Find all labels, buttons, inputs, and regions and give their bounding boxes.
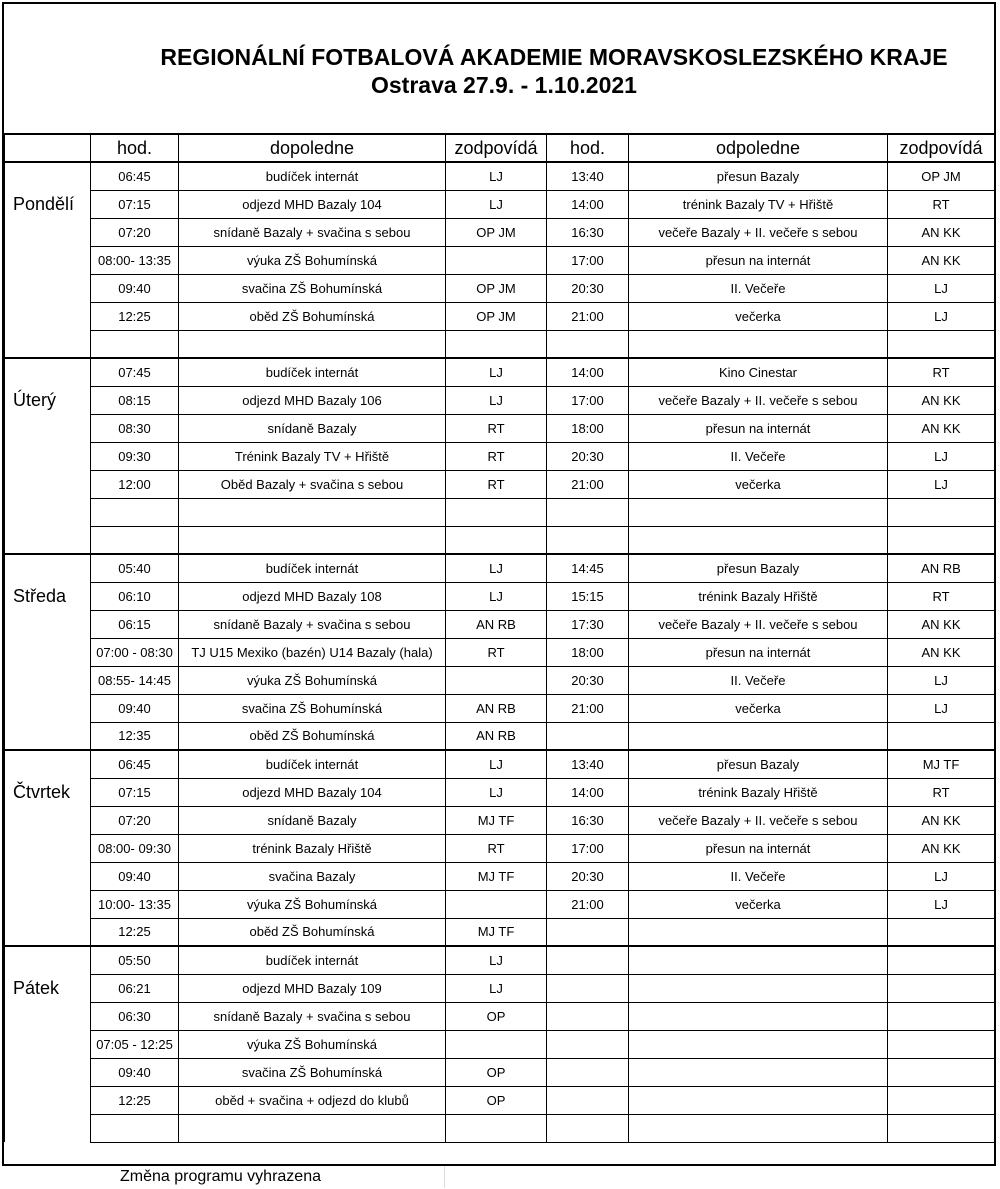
morning-responsible-cell: MJ TF (446, 806, 547, 834)
day-column-cell (5, 246, 91, 274)
day-label: Středa (5, 582, 91, 610)
morning-time-cell: 12:35 (91, 722, 179, 750)
morning-activity-cell: odjezd MHD Bazaly 106 (179, 386, 446, 414)
morning-activity-cell: oběd ZŠ Bohumínská (179, 722, 446, 750)
schedule-row (5, 218, 995, 246)
afternoon-time-cell: 17:00 (547, 246, 629, 274)
day-label: Čtvrtek (5, 778, 91, 806)
afternoon-responsible-cell: LJ (888, 666, 995, 694)
morning-time-cell: 09:40 (91, 274, 179, 302)
morning-responsible-cell: MJ TF (446, 918, 547, 946)
morning-activity-cell: snídaně Bazaly (179, 414, 446, 442)
morning-activity-cell: budíček internát (179, 946, 446, 974)
afternoon-activity-cell (629, 498, 888, 526)
header-cell: hod. (91, 134, 179, 162)
afternoon-time-cell (547, 918, 629, 946)
schedule-body (5, 162, 995, 1142)
morning-time-cell: 07:05 - 12:25 (91, 1030, 179, 1058)
afternoon-time-cell (547, 722, 629, 750)
afternoon-time-cell (547, 1002, 629, 1030)
afternoon-responsible-cell: AN KK (888, 414, 995, 442)
afternoon-activity-cell: přesun Bazaly (629, 750, 888, 778)
schedule-row (5, 442, 995, 470)
afternoon-activity-cell: večeře Bazaly + II. večeře s sebou (629, 806, 888, 834)
schedule-row (5, 470, 995, 498)
day-column-cell (5, 274, 91, 302)
day-column-cell (5, 890, 91, 918)
day-label: Úterý (5, 386, 91, 414)
schedule-row (5, 498, 995, 526)
morning-activity-cell: budíček internát (179, 358, 446, 386)
morning-responsible-cell (446, 890, 547, 918)
day-column-cell (5, 1030, 91, 1058)
afternoon-time-cell (547, 1114, 629, 1142)
header-row (5, 134, 995, 162)
schedule-row (5, 610, 995, 638)
morning-responsible-cell (446, 526, 547, 554)
afternoon-responsible-cell (888, 918, 995, 946)
morning-responsible-cell: LJ (446, 190, 547, 218)
morning-responsible-cell: LJ (446, 750, 547, 778)
afternoon-time-cell: 17:30 (547, 610, 629, 638)
header-cell (5, 134, 91, 162)
afternoon-time-cell: 17:00 (547, 834, 629, 862)
afternoon-responsible-cell: RT (888, 190, 995, 218)
morning-responsible-cell: OP (446, 1086, 547, 1114)
morning-activity-cell: Trénink Bazaly TV + Hřiště (179, 442, 446, 470)
afternoon-time-cell: 13:40 (547, 750, 629, 778)
afternoon-responsible-cell: LJ (888, 302, 995, 330)
morning-time-cell: 08:00- 09:30 (91, 834, 179, 862)
morning-responsible-cell: RT (446, 638, 547, 666)
afternoon-time-cell: 15:15 (547, 582, 629, 610)
afternoon-responsible-cell: OP JM (888, 162, 995, 190)
morning-activity-cell: snídaně Bazaly (179, 806, 446, 834)
morning-time-cell: 12:25 (91, 918, 179, 946)
day-column-cell (5, 302, 91, 330)
schedule-row (5, 862, 995, 890)
morning-activity-cell (179, 526, 446, 554)
afternoon-responsible-cell: AN KK (888, 834, 995, 862)
day-column-cell (5, 330, 91, 358)
page-subtitle: Ostrava 27.9. - 1.10.2021 (371, 72, 637, 98)
afternoon-activity-cell: přesun Bazaly (629, 162, 888, 190)
afternoon-responsible-cell (888, 498, 995, 526)
day-column-cell (5, 834, 91, 862)
afternoon-responsible-cell (888, 1002, 995, 1030)
morning-activity-cell (179, 498, 446, 526)
day-column-cell (5, 526, 91, 554)
afternoon-time-cell: 14:00 (547, 190, 629, 218)
schedule-row (5, 162, 995, 190)
morning-responsible-cell: LJ (446, 386, 547, 414)
morning-time-cell: 06:21 (91, 974, 179, 1002)
morning-responsible-cell: LJ (446, 162, 547, 190)
morning-responsible-cell (446, 498, 547, 526)
morning-activity-cell: výuka ZŠ Bohumínská (179, 890, 446, 918)
day-column-cell (5, 414, 91, 442)
day-column-cell (5, 1002, 91, 1030)
afternoon-activity-cell: večeře Bazaly + II. večeře s sebou (629, 610, 888, 638)
header-cell: zodpovídá (446, 134, 547, 162)
footer-divider (444, 1166, 446, 1188)
morning-time-cell: 07:00 - 08:30 (91, 638, 179, 666)
morning-time-cell: 12:00 (91, 470, 179, 498)
morning-activity-cell: výuka ZŠ Bohumínská (179, 246, 446, 274)
afternoon-responsible-cell: RT (888, 582, 995, 610)
morning-activity-cell (179, 330, 446, 358)
afternoon-activity-cell: večeře Bazaly + II. večeře s sebou (629, 386, 888, 414)
morning-activity-cell: snídaně Bazaly + svačina s sebou (179, 218, 446, 246)
morning-activity-cell: odjezd MHD Bazaly 108 (179, 582, 446, 610)
morning-time-cell: 06:10 (91, 582, 179, 610)
afternoon-time-cell: 14:00 (547, 358, 629, 386)
afternoon-activity-cell (629, 918, 888, 946)
schedule-row (5, 1030, 995, 1058)
morning-responsible-cell: LJ (446, 946, 547, 974)
morning-activity-cell: svačina ZŠ Bohumínská (179, 1058, 446, 1086)
schedule-header (5, 134, 995, 162)
afternoon-time-cell (547, 526, 629, 554)
day-column-cell (5, 918, 91, 946)
afternoon-responsible-cell: AN KK (888, 806, 995, 834)
morning-time-cell: 09:30 (91, 442, 179, 470)
schedule-row (5, 554, 995, 582)
morning-responsible-cell: MJ TF (446, 862, 547, 890)
day-column-cell (5, 610, 91, 638)
morning-responsible-cell: LJ (446, 554, 547, 582)
afternoon-activity-cell (629, 1002, 888, 1030)
morning-activity-cell: snídaně Bazaly + svačina s sebou (179, 1002, 446, 1030)
afternoon-responsible-cell: LJ (888, 694, 995, 722)
afternoon-responsible-cell (888, 946, 995, 974)
morning-activity-cell: výuka ZŠ Bohumínská (179, 1030, 446, 1058)
day-label: Pondělí (5, 190, 91, 218)
schedule-row (5, 834, 995, 862)
schedule-row (5, 1058, 995, 1086)
afternoon-activity-cell: II. Večeře (629, 666, 888, 694)
afternoon-activity-cell: trénink Bazaly Hřiště (629, 778, 888, 806)
schedule-row (5, 1086, 995, 1114)
afternoon-time-cell: 20:30 (547, 274, 629, 302)
afternoon-activity-cell (629, 330, 888, 358)
afternoon-responsible-cell (888, 1058, 995, 1086)
afternoon-time-cell: 18:00 (547, 414, 629, 442)
afternoon-responsible-cell: LJ (888, 890, 995, 918)
afternoon-time-cell: 14:45 (547, 554, 629, 582)
afternoon-time-cell: 16:30 (547, 806, 629, 834)
afternoon-time-cell: 21:00 (547, 890, 629, 918)
afternoon-time-cell: 21:00 (547, 302, 629, 330)
morning-responsible-cell: OP JM (446, 218, 547, 246)
afternoon-time-cell: 13:40 (547, 162, 629, 190)
morning-activity-cell: budíček internát (179, 554, 446, 582)
afternoon-time-cell: 17:00 (547, 386, 629, 414)
schedule-row (5, 582, 995, 610)
schedule-row (5, 946, 995, 974)
afternoon-activity-cell: přesun na internát (629, 414, 888, 442)
day-column-cell (5, 638, 91, 666)
afternoon-time-cell (547, 946, 629, 974)
day-column-cell (5, 1086, 91, 1114)
afternoon-activity-cell: večerka (629, 694, 888, 722)
morning-responsible-cell: LJ (446, 778, 547, 806)
afternoon-responsible-cell: LJ (888, 274, 995, 302)
morning-time-cell: 06:45 (91, 750, 179, 778)
morning-activity-cell: výuka ZŠ Bohumínská (179, 666, 446, 694)
morning-time-cell: 08:55- 14:45 (91, 666, 179, 694)
afternoon-responsible-cell: MJ TF (888, 750, 995, 778)
morning-time-cell: 10:00- 13:35 (91, 890, 179, 918)
afternoon-time-cell: 20:30 (547, 666, 629, 694)
day-column-cell (5, 862, 91, 890)
morning-time-cell: 08:30 (91, 414, 179, 442)
schedule-row (5, 638, 995, 666)
afternoon-responsible-cell: RT (888, 358, 995, 386)
morning-time-cell: 06:30 (91, 1002, 179, 1030)
day-column-cell (5, 806, 91, 834)
schedule-row (5, 918, 995, 946)
morning-activity-cell: oběd + svačina + odjezd do klubů (179, 1086, 446, 1114)
afternoon-time-cell: 21:00 (547, 470, 629, 498)
morning-time-cell: 09:40 (91, 694, 179, 722)
afternoon-activity-cell: přesun na internát (629, 246, 888, 274)
day-column-cell (5, 218, 91, 246)
morning-activity-cell: svačina ZŠ Bohumínská (179, 274, 446, 302)
morning-activity-cell: snídaně Bazaly + svačina s sebou (179, 610, 446, 638)
schedule-row (5, 1114, 995, 1142)
morning-time-cell (91, 330, 179, 358)
afternoon-time-cell: 21:00 (547, 694, 629, 722)
schedule-row (5, 890, 995, 918)
afternoon-responsible-cell (888, 330, 995, 358)
morning-activity-cell: budíček internát (179, 162, 446, 190)
morning-time-cell: 06:15 (91, 610, 179, 638)
morning-time-cell (91, 498, 179, 526)
afternoon-responsible-cell: AN RB (888, 554, 995, 582)
schedule-row (5, 806, 995, 834)
afternoon-activity-cell: přesun na internát (629, 638, 888, 666)
afternoon-activity-cell (629, 946, 888, 974)
page-title: REGIONÁLNÍ FOTBALOVÁ AKADEMIE MORAVSKOSLEZSKÉHO KRAJE (160, 44, 948, 70)
afternoon-activity-cell: trénink Bazaly TV + Hřiště (629, 190, 888, 218)
afternoon-responsible-cell (888, 722, 995, 750)
morning-activity-cell: oběd ZŠ Bohumínská (179, 302, 446, 330)
morning-time-cell: 07:15 (91, 190, 179, 218)
afternoon-time-cell (547, 498, 629, 526)
schedule-row (5, 526, 995, 554)
morning-time-cell: 09:40 (91, 862, 179, 890)
morning-time-cell: 07:15 (91, 778, 179, 806)
morning-activity-cell: budíček internát (179, 750, 446, 778)
day-column-cell (5, 666, 91, 694)
afternoon-responsible-cell: AN KK (888, 246, 995, 274)
morning-activity-cell: odjezd MHD Bazaly 104 (179, 190, 446, 218)
morning-responsible-cell: LJ (446, 358, 547, 386)
header-cell: dopoledne (179, 134, 446, 162)
afternoon-responsible-cell: LJ (888, 862, 995, 890)
morning-responsible-cell (446, 1114, 547, 1142)
day-column-cell (5, 946, 91, 974)
schedule-row (5, 1002, 995, 1030)
footer-note: Změna programu vyhrazena (120, 1168, 321, 1185)
morning-activity-cell: odjezd MHD Bazaly 104 (179, 778, 446, 806)
morning-time-cell (91, 526, 179, 554)
afternoon-time-cell (547, 330, 629, 358)
header-cell: odpoledne (629, 134, 888, 162)
afternoon-responsible-cell (888, 1114, 995, 1142)
morning-responsible-cell: RT (446, 470, 547, 498)
morning-responsible-cell: RT (446, 414, 547, 442)
day-label: Pátek (5, 974, 91, 1002)
morning-responsible-cell: OP (446, 1002, 547, 1030)
schedule-row (5, 750, 995, 778)
morning-responsible-cell (446, 1030, 547, 1058)
afternoon-responsible-cell (888, 1030, 995, 1058)
morning-activity-cell: oběd ZŠ Bohumínská (179, 918, 446, 946)
day-column-cell (5, 722, 91, 750)
afternoon-activity-cell: přesun na internát (629, 834, 888, 862)
schedule-row (5, 302, 995, 330)
afternoon-activity-cell: večeře Bazaly + II. večeře s sebou (629, 218, 888, 246)
morning-time-cell: 05:40 (91, 554, 179, 582)
morning-responsible-cell: LJ (446, 582, 547, 610)
schedule-row (5, 330, 995, 358)
day-column-cell (5, 1114, 91, 1142)
schedule-row (5, 722, 995, 750)
afternoon-activity-cell: večerka (629, 302, 888, 330)
morning-time-cell: 06:45 (91, 162, 179, 190)
afternoon-time-cell (547, 1086, 629, 1114)
afternoon-responsible-cell (888, 1086, 995, 1114)
morning-responsible-cell: RT (446, 834, 547, 862)
morning-time-cell: 12:25 (91, 1086, 179, 1114)
afternoon-activity-cell: II. Večeře (629, 862, 888, 890)
morning-activity-cell: TJ U15 Mexiko (bazén) U14 Bazaly (hala) (179, 638, 446, 666)
afternoon-responsible-cell: AN KK (888, 386, 995, 414)
afternoon-activity-cell: II. Večeře (629, 274, 888, 302)
afternoon-responsible-cell: LJ (888, 470, 995, 498)
afternoon-activity-cell: večerka (629, 470, 888, 498)
morning-activity-cell: svačina Bazaly (179, 862, 446, 890)
schedule-row (5, 246, 995, 274)
afternoon-time-cell (547, 1058, 629, 1086)
day-column-cell (5, 162, 91, 190)
morning-responsible-cell: AN RB (446, 610, 547, 638)
afternoon-time-cell: 14:00 (547, 778, 629, 806)
schedule-row (5, 274, 995, 302)
afternoon-activity-cell (629, 526, 888, 554)
morning-responsible-cell (446, 330, 547, 358)
day-column-cell (5, 470, 91, 498)
morning-time-cell: 12:25 (91, 302, 179, 330)
morning-responsible-cell: RT (446, 442, 547, 470)
afternoon-responsible-cell: LJ (888, 442, 995, 470)
morning-responsible-cell (446, 246, 547, 274)
afternoon-time-cell: 20:30 (547, 862, 629, 890)
afternoon-activity-cell: trénink Bazaly Hřiště (629, 582, 888, 610)
morning-time-cell: 07:20 (91, 218, 179, 246)
day-column-cell (5, 554, 91, 582)
afternoon-activity-cell (629, 1114, 888, 1142)
day-column-cell (5, 498, 91, 526)
afternoon-activity-cell (629, 722, 888, 750)
afternoon-time-cell: 18:00 (547, 638, 629, 666)
afternoon-activity-cell (629, 974, 888, 1002)
afternoon-activity-cell (629, 1058, 888, 1086)
afternoon-activity-cell: II. Večeře (629, 442, 888, 470)
afternoon-activity-cell: večerka (629, 890, 888, 918)
morning-responsible-cell: OP (446, 1058, 547, 1086)
schedule-row (5, 386, 995, 414)
morning-responsible-cell: AN RB (446, 722, 547, 750)
afternoon-activity-cell (629, 1086, 888, 1114)
morning-time-cell: 09:40 (91, 1058, 179, 1086)
morning-time-cell: 07:20 (91, 806, 179, 834)
day-column-cell (5, 694, 91, 722)
afternoon-activity-cell: přesun Bazaly (629, 554, 888, 582)
morning-time-cell: 05:50 (91, 946, 179, 974)
schedule-row (5, 358, 995, 386)
schedule-row (5, 778, 995, 806)
morning-time-cell: 07:45 (91, 358, 179, 386)
afternoon-responsible-cell (888, 526, 995, 554)
header-cell: zodpovídá (888, 134, 995, 162)
afternoon-time-cell (547, 974, 629, 1002)
day-column-cell (5, 750, 91, 778)
schedule-row (5, 414, 995, 442)
schedule-row (5, 974, 995, 1002)
schedule-table (4, 133, 995, 1143)
morning-responsible-cell (446, 666, 547, 694)
morning-time-cell: 08:15 (91, 386, 179, 414)
morning-responsible-cell: AN RB (446, 694, 547, 722)
afternoon-responsible-cell: AN KK (888, 638, 995, 666)
day-column-cell (5, 442, 91, 470)
morning-activity-cell: svačina ZŠ Bohumínská (179, 694, 446, 722)
schedule-row (5, 190, 995, 218)
afternoon-responsible-cell: RT (888, 778, 995, 806)
afternoon-activity-cell: Kino Cinestar (629, 358, 888, 386)
day-column-cell (5, 1058, 91, 1086)
morning-responsible-cell: OP JM (446, 302, 547, 330)
morning-activity-cell (179, 1114, 446, 1142)
morning-activity-cell: Oběd Bazaly + svačina s sebou (179, 470, 446, 498)
afternoon-time-cell (547, 1030, 629, 1058)
morning-responsible-cell: OP JM (446, 274, 547, 302)
schedule-row (5, 666, 995, 694)
morning-responsible-cell: LJ (446, 974, 547, 1002)
morning-activity-cell: odjezd MHD Bazaly 109 (179, 974, 446, 1002)
morning-activity-cell: trénink Bazaly Hřiště (179, 834, 446, 862)
afternoon-responsible-cell: AN KK (888, 218, 995, 246)
afternoon-time-cell: 16:30 (547, 218, 629, 246)
header-cell: hod. (547, 134, 629, 162)
morning-time-cell (91, 1114, 179, 1142)
schedule-row (5, 694, 995, 722)
afternoon-responsible-cell (888, 974, 995, 1002)
afternoon-activity-cell (629, 1030, 888, 1058)
afternoon-time-cell: 20:30 (547, 442, 629, 470)
title-block (4, 4, 994, 132)
day-column-cell (5, 358, 91, 386)
morning-time-cell: 08:00- 13:35 (91, 246, 179, 274)
afternoon-responsible-cell: AN KK (888, 610, 995, 638)
